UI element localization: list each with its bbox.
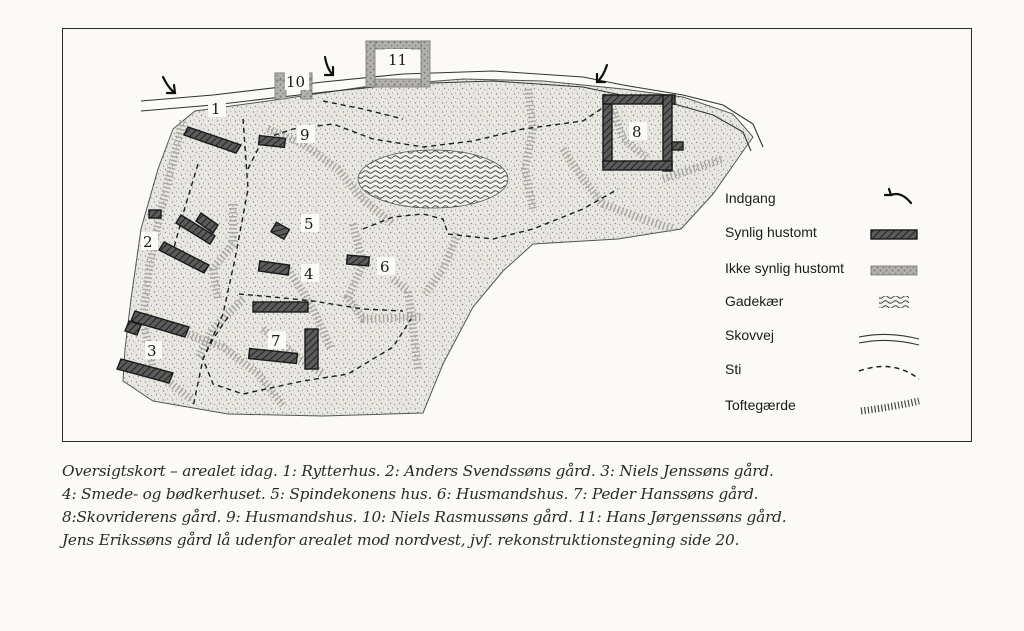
label-7: 7 [271, 332, 281, 350]
label-8: 8 [632, 123, 642, 141]
label-2: 2 [143, 233, 153, 251]
label-3: 3 [147, 342, 157, 360]
legend-item-visible-house [725, 224, 917, 240]
legend-label-path: Sti [725, 361, 742, 377]
toft-fence-icon [861, 401, 919, 411]
site-area [123, 79, 753, 416]
house-6 [347, 255, 370, 266]
legend-label-pond: Gadekær [725, 293, 784, 309]
legend-item-entrance [725, 189, 911, 206]
pond-icon [879, 296, 909, 308]
map-caption [62, 460, 982, 552]
legend-item-path [725, 361, 919, 379]
pond [358, 150, 508, 208]
caption-line-3: 8:Skovriderens gård. 9: Husmandshus. 10: Niels Rasmussøns gård. 11: Hans Jørgenssøns gård. [62, 508, 787, 526]
label-6: 6 [380, 258, 390, 276]
legend-item-toft-fence [725, 397, 919, 413]
label-11: 11 [388, 51, 408, 69]
label-5: 5 [304, 215, 314, 233]
label-9: 9 [300, 126, 310, 144]
legend-label-invisible-house: Ikke synlig hustomt [725, 260, 845, 276]
label-10: 10 [286, 73, 306, 91]
caption-line-4: Jens Erikssøns gård lå udenfor arealet mod nordvest, jvf. rekonstruktionstegning side 20. [62, 531, 740, 549]
legend-label-visible-house: Synlig hustomt [725, 224, 817, 240]
map-frame [62, 28, 972, 442]
visible-house-icon [871, 230, 917, 239]
invisible-house-icon [871, 266, 917, 275]
legend-label-forest-road: Skovvej [725, 327, 775, 343]
house-9 [259, 136, 286, 148]
legend-item-pond [725, 293, 909, 309]
legend [725, 189, 919, 413]
forest-road-icon [859, 334, 919, 345]
legend-label-toft-fence: Toftegærde [725, 397, 796, 413]
entrance-arrow-2 [325, 57, 333, 75]
entrance-icon [885, 189, 911, 203]
label-1: 1 [211, 100, 221, 118]
label-4: 4 [304, 265, 314, 283]
caption-line-1: Oversigtskort – arealet idag. 1: Rytterhus. 2: Anders Svendssøns gård. 3: Niels Jenssøns gård. [62, 462, 774, 480]
entrance-arrow-1 [163, 77, 175, 93]
path-icon [859, 367, 919, 380]
entrance-arrow-3 [597, 65, 607, 82]
caption-line-2: 4: Smede- og bødkerhuset. 5: Spindekonens hus. 6: Husmandshus. 7: Peder Hanssøns gård. [62, 485, 759, 503]
legend-label-entrance: Indgang [725, 190, 776, 206]
legend-item-forest-road [725, 327, 919, 345]
legend-item-invisible-house [725, 260, 917, 276]
site-map [63, 29, 971, 441]
